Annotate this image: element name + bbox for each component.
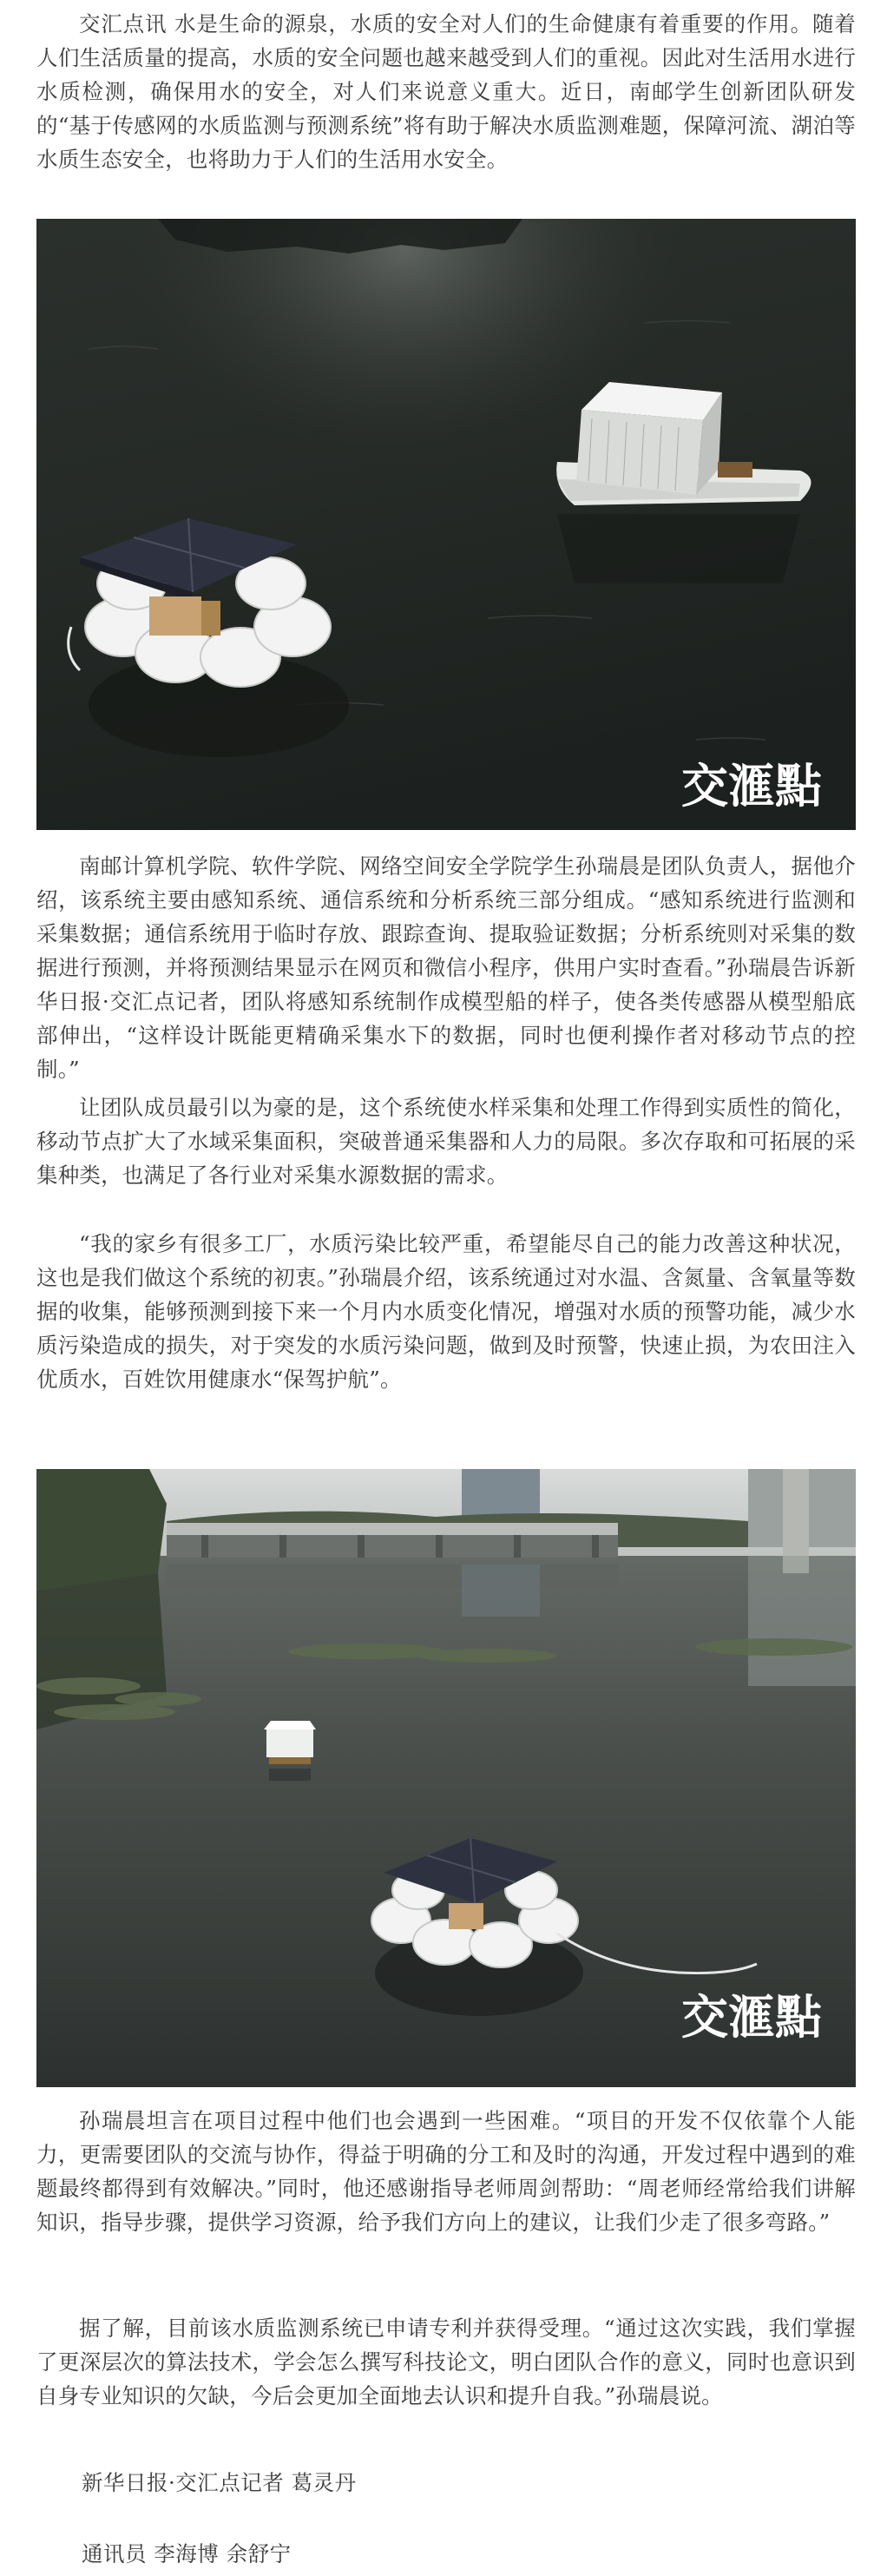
- paragraph-motivation: “我的家乡有很多工厂，水质污染比较严重，希望能尽自己的能力改善这种状况，这也是我们做这个系统的初衷。”孙瑞晨介绍，该系统通过对水温、含氮量、含氧量等数据的收集，能够预测到接下来一个月内水质变化情况，增强对水质的预警功能，减少水质污染造成的损失，对于突发的水质污染问题，做到及时预警，快速止损，为农田注入优质水，百姓饮用健康水“保驾护航”。: [36, 1231, 856, 1392]
- paragraph-advantages: 让团队成员最引以为豪的是，这个系统使水样采集和处理工作得到实质性的简化，移动节点扩大了水域采集面积，突破普通采集器和人力的局限。多次存取和可拓展的采集种类，也满足了各行业对采集水源数据的需求。: [36, 1095, 856, 1188]
- paragraph-intro: 交汇点讯 水是生命的源泉，水质的安全对人们的生命健康有着重要的作用。随着人们生活质量的提高，水质的安全问题也越来越受到人们的重视。因此对生活用水进行水质检测，确保用水的安全，对人们来说意义重大。近日，南邮学生创新团队研发的“基于传感网的水质监测与预测系统”将有助于解决水质监测难题，保障河流、湖泊等水质生态安全，也将助力于人们的生活用水安全。: [36, 11, 856, 172]
- photo-river-buoy: [36, 1469, 856, 2087]
- photo-watermark: 交滙點: [681, 758, 822, 814]
- correspondent-credit: 通讯员 李海博 余舒宁: [82, 2541, 292, 2566]
- reporter-credit: 新华日报·交汇点记者 葛灵丹: [82, 2470, 357, 2495]
- paragraph-system-components: 南邮计算机学院、软件学院、网络空间安全学院学生孙瑞晨是团队负责人，据他介绍，该系统主要由感知系统、通信系统和分析系统三部分组成。“感知系统进行监测和采集数据；通信系统用于临时存放、跟踪查询、提取验证数据；分析系统则对采集的数据进行预测，并将预测结果显示在网页和微信小程序，供用户实时查看。”孙瑞晨告诉新华日报·交汇点记者，团队将感知系统制作成模型船的样子，使各类传感器从模型船底部伸出，“这样设计既能更精确采集水下的数据，同时也便利操作者对移动节点的控制。”: [36, 853, 856, 1082]
- paragraph-patent: 据了解，目前该水质监测系统已申请专利并获得受理。“通过这次实践，我们掌握了更深层次的算法技术，学会怎么撰写科技论文，明白团队合作的意义，同时也意识到自身专业知识的欠缺，今后会更加全面地去认识和提升自我。”孙瑞晨说。: [36, 2316, 856, 2408]
- paragraph-challenges: 孙瑞晨坦言在项目过程中他们也会遇到一些困难。“项目的开发不仅依靠个人能力，更需要团队的交流与协作，得益于明确的分工和及时的沟通，开发过程中遇到的难题最终都得到有效解决。”同时，他还感谢指导老师周剑帮助：“周老师经常给我们讲解知识，指导步骤，提供学习资源，给予我们方向上的建议，让我们少走了很多弯路。”: [36, 2108, 856, 2235]
- photo-water-monitoring-boats: [36, 219, 856, 830]
- photo-watermark-2: 交滙點: [681, 1989, 822, 2045]
